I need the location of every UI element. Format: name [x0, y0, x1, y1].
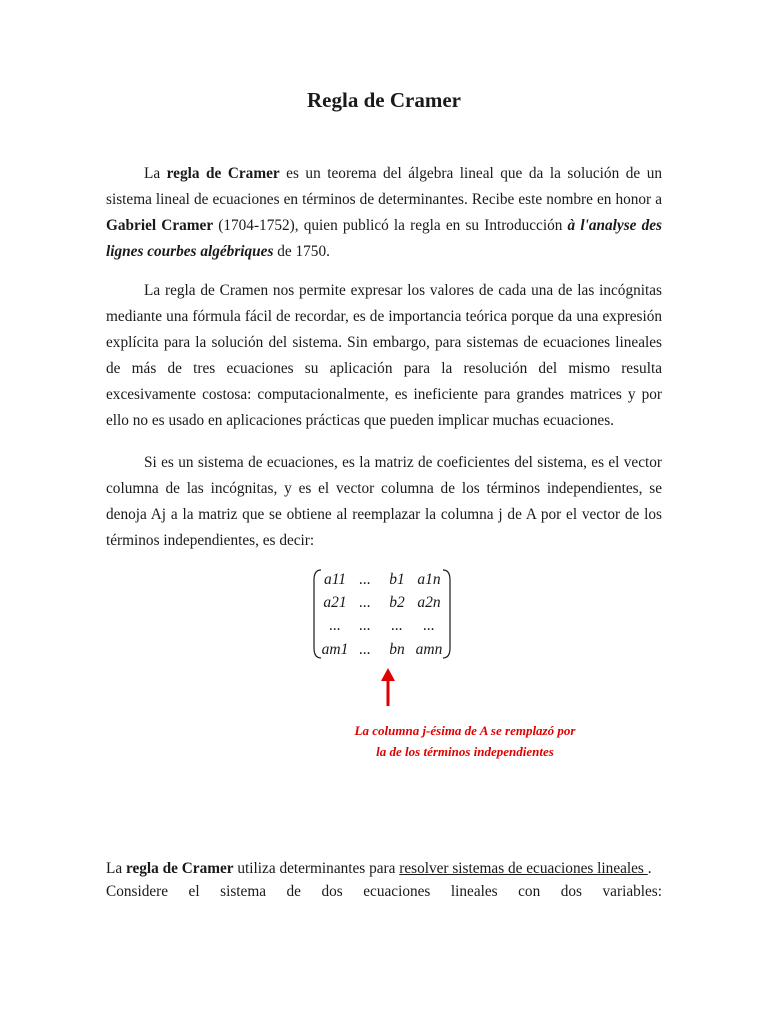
matrix-cell: am1 [321, 641, 349, 658]
text-run: es un teorema del álgebra lineal que da la solución de un sistema lineal de ecuaciones en términos de determinantes. Recibe este nombre en honor a [106, 165, 662, 208]
matrix-cell: bn [389, 641, 405, 658]
matrix-row [312, 571, 452, 591]
paragraph-usage [106, 857, 662, 903]
bold-term: regla de Cramer [166, 165, 280, 182]
text-run: Si es un sistema de ecuaciones, es la matriz de coeficientes del sistema, es el vector columna de las incógnitas, y es el vector columna de los términos independientes, se denoja Aj a la matriz que se obtiene al reemplazar la columna j de A por el vector de los términos independientes, es decir: [106, 454, 662, 549]
matrix-cell: a11 [323, 571, 347, 588]
text-run: utiliza determinantes para [233, 860, 400, 877]
matrix-row [312, 641, 452, 661]
matrix-cell: a2n [417, 594, 441, 611]
arrow-up-icon [380, 668, 396, 708]
bold-term: regla de Cramer [125, 860, 234, 877]
text-run: de 1750. [273, 243, 330, 260]
paragraph-definition [106, 450, 662, 554]
matrix-cell: ... [359, 571, 371, 588]
matrix-cell: a1n [417, 571, 441, 588]
book-title: à l'analyse des lignes courbes algébriques [106, 217, 662, 260]
page-title: Regla de Cramer [307, 88, 461, 112]
text-run: La regla de Cramen nos permite expresar los valores de cada una de las incógnitas mediante una fórmula fácil de recordar, es de importancia teórica porque da una expresión explícita para la solución del sistema. Sin embargo, para sistemas de ecuaciones lineales de más de tres ecuaciones su aplicación para la resolución del mismo resulta excesivamente costosa: computacionalmente, es ineficiente para grandes matrices y por ello no es usado en aplicaciones prácticas que pueden implicar muchas ecuaciones. [106, 282, 662, 429]
matrix-row [312, 617, 452, 637]
matrix-cell: a21 [323, 594, 347, 611]
matrix-cell: ... [359, 617, 371, 634]
matrix-cell: ... [359, 641, 371, 658]
paragraph-explanation [106, 278, 662, 434]
matrix-row [312, 594, 452, 614]
matrix-cell: amn [415, 641, 443, 658]
paragraph-intro [106, 161, 662, 265]
matrix-cell: ... [359, 594, 371, 611]
text-run: Considere el sistema de dos ecuaciones lineales con dos variables: [106, 883, 662, 900]
text-run: La [144, 165, 167, 182]
text-run: La [106, 860, 126, 877]
annotation-note: La columna j-ésima de A se remplazó por la de los términos independientes [354, 723, 576, 759]
matrix-cell: ... [423, 617, 435, 634]
text-run: . [647, 860, 652, 877]
link-resolver-sistemas[interactable]: resolver sistemas de ecuaciones lineales [399, 860, 648, 877]
matrix-cell: ... [391, 617, 403, 634]
matrix-cell: ... [329, 617, 341, 634]
matrix-aj [312, 568, 452, 660]
matrix-cell: b2 [389, 594, 405, 611]
bold-name: Gabriel Cramer [106, 217, 214, 234]
text-run: (1704-1752), quien publicó la regla en su Introducción [213, 217, 568, 234]
matrix-cell: b1 [389, 571, 405, 588]
